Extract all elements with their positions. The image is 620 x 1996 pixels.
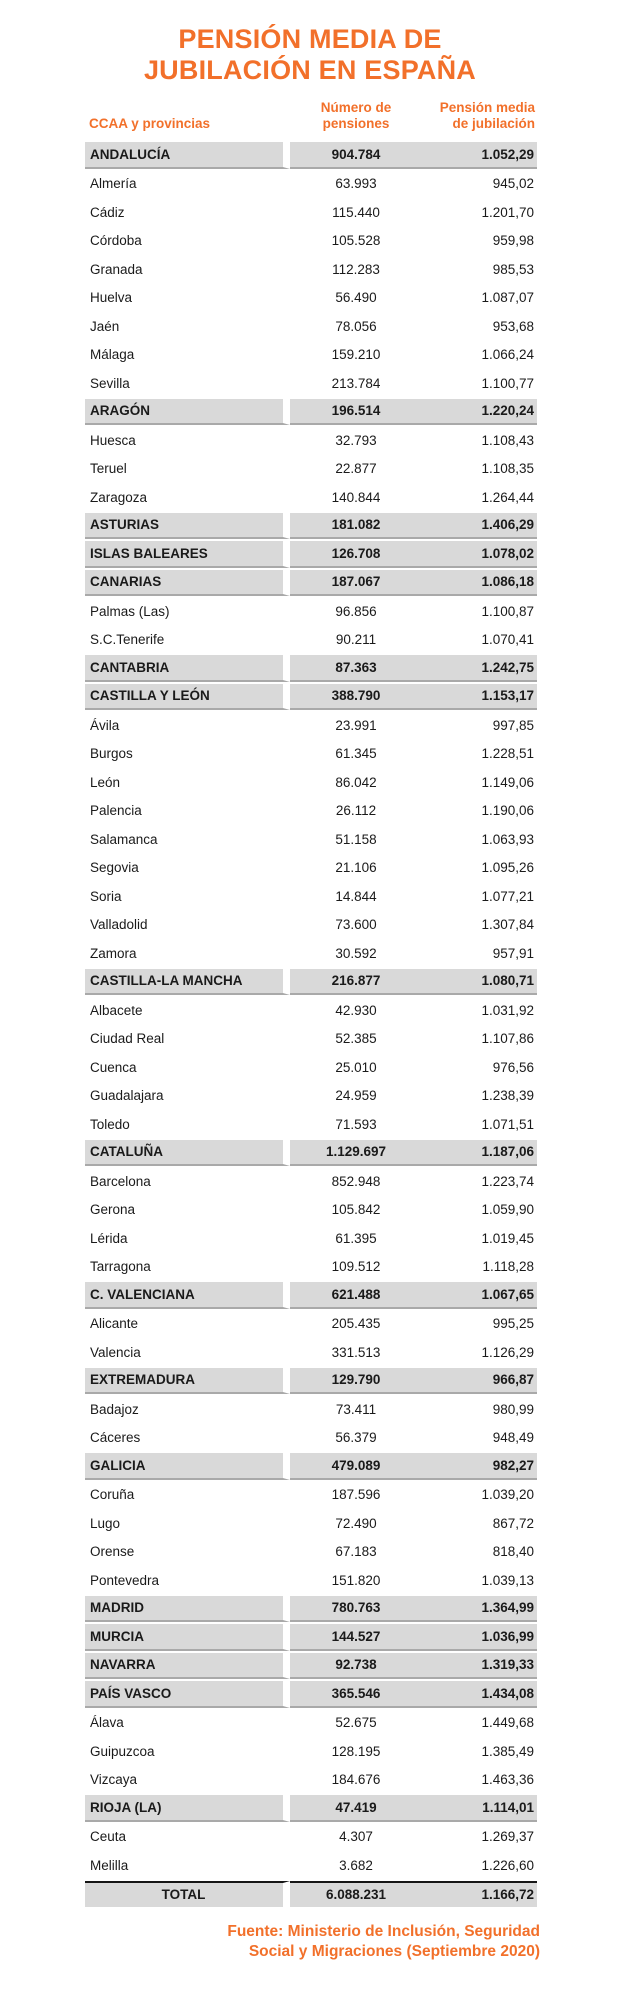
source-note	[0, 1922, 540, 1962]
row-label: ISLAS BALEARES	[85, 541, 290, 568]
page-title-line2: JUBILACIÓN EN ESPAÑA	[143, 55, 477, 85]
row-label: Orense	[85, 1539, 290, 1566]
row-pension-media: 1.080,71	[422, 969, 537, 996]
row-pensiones: 479.089	[290, 1453, 422, 1480]
row-pensiones: 780.763	[290, 1596, 422, 1623]
row-pensiones: 187.596	[331, 1487, 381, 1503]
row-label: CATALUÑA	[85, 1140, 290, 1167]
source-note-line2: Social y Migraciones (Septiembre 2020)	[248, 1943, 540, 1960]
row-label: Burgos	[85, 741, 290, 768]
table-row	[85, 1026, 537, 1053]
row-label: Melilla	[85, 1852, 290, 1879]
row-pension-media: 867,72	[492, 1515, 534, 1531]
row-label: RIOJA (LA)	[85, 1795, 290, 1822]
row-pension-media: 1.126,29	[481, 1344, 534, 1360]
row-pensiones: 24.959	[335, 1088, 377, 1104]
table-row	[85, 1225, 537, 1252]
table-row	[85, 1824, 537, 1851]
table-row	[85, 1197, 537, 1224]
row-label: Salamanca	[85, 826, 290, 853]
table-row	[85, 912, 537, 939]
row-pensiones: 32.793	[335, 432, 377, 448]
row-label: León	[85, 769, 290, 796]
row-label: ANDALUCÍA	[85, 142, 290, 169]
row-pension-media: 1.019,45	[481, 1230, 534, 1246]
row-pension-media: 1.434,08	[422, 1681, 537, 1708]
row-label: Gerona	[85, 1197, 290, 1224]
row-pensiones: 23.991	[335, 717, 377, 733]
table-row	[85, 1140, 537, 1167]
row-label: MADRID	[85, 1596, 290, 1623]
table-row	[85, 1653, 537, 1680]
row-pensiones: 61.395	[335, 1230, 377, 1246]
table-row	[85, 1425, 537, 1452]
row-pensiones: 52.675	[335, 1715, 377, 1731]
row-pensiones: 92.738	[290, 1653, 422, 1680]
row-pensiones: 30.592	[335, 945, 377, 961]
row-label: Valladolid	[85, 912, 290, 939]
row-pension-media: 1.449,68	[481, 1715, 534, 1731]
table-row	[85, 826, 537, 853]
table-row	[85, 1539, 537, 1566]
row-label: CANTABRIA	[85, 655, 290, 682]
table-row	[85, 798, 537, 825]
row-label: Huelva	[85, 285, 290, 312]
table-row	[85, 1710, 537, 1737]
row-label: Coruña	[85, 1482, 290, 1509]
row-pension-media: 985,53	[492, 261, 534, 277]
row-pension-media: 1.071,51	[481, 1116, 534, 1132]
row-label: Albacete	[85, 997, 290, 1024]
row-label: GALICIA	[85, 1453, 290, 1480]
row-pension-media: 1.166,72	[422, 1881, 537, 1908]
row-pension-media: 1.463,36	[481, 1772, 534, 1788]
row-label: Segovia	[85, 855, 290, 882]
pension-table	[85, 86, 537, 1909]
row-label: Zamora	[85, 940, 290, 967]
table-row	[85, 541, 537, 568]
row-pension-media: 1.153,17	[422, 684, 537, 711]
row-pension-media: 1.077,21	[481, 888, 534, 904]
table-row	[85, 142, 537, 169]
row-pension-media: 1.070,41	[481, 632, 534, 648]
row-pension-media: 1.264,44	[481, 489, 534, 505]
table-row	[85, 684, 537, 711]
row-pensiones: 1.129.697	[290, 1140, 422, 1167]
row-label: Vizcaya	[85, 1767, 290, 1794]
row-pensiones: 73.411	[335, 1401, 377, 1417]
row-pensiones: 181.082	[290, 513, 422, 540]
row-pensiones: 87.363	[290, 655, 422, 682]
row-pension-media: 1.087,07	[481, 290, 534, 306]
row-label: CASTILLA Y LEÓN	[85, 684, 290, 711]
row-label: C. VALENCIANA	[85, 1282, 290, 1309]
row-pension-media: 1.220,24	[422, 399, 537, 426]
pension-table-body	[85, 142, 537, 1907]
table-row	[85, 855, 537, 882]
table-row	[85, 1083, 537, 1110]
row-pensiones: 115.440	[332, 204, 380, 220]
row-pension-media: 1.108,43	[481, 432, 534, 448]
row-label: Barcelona	[85, 1168, 290, 1195]
row-pension-media: 1.187,06	[422, 1140, 537, 1167]
table-row	[85, 1368, 537, 1395]
row-label: Palmas (Las)	[85, 598, 290, 625]
row-pensiones: 96.856	[335, 603, 377, 619]
table-row	[85, 1054, 537, 1081]
row-pension-media: 1.201,70	[481, 204, 534, 220]
row-label: TOTAL	[85, 1881, 290, 1908]
row-label: Álava	[85, 1710, 290, 1737]
row-pensiones: 67.183	[335, 1544, 377, 1560]
row-pension-media: 1.226,60	[481, 1857, 534, 1873]
table-row	[85, 769, 537, 796]
table-row	[85, 940, 537, 967]
page-title-line1: PENSIÓN MEDIA DE	[178, 24, 442, 54]
table-row	[85, 228, 537, 255]
source-note-line1: Fuente: Ministerio de Inclusión, Seguridad	[227, 1923, 540, 1940]
row-pensiones: 47.419	[290, 1795, 422, 1822]
row-label: CANARIAS	[85, 570, 290, 597]
table-row	[85, 598, 537, 625]
row-pension-media: 1.238,39	[481, 1088, 534, 1104]
row-label: Valencia	[85, 1339, 290, 1366]
table-row	[85, 1852, 537, 1879]
row-label: NAVARRA	[85, 1653, 290, 1680]
row-pensiones: 126.708	[290, 541, 422, 568]
row-pensiones: 196.514	[290, 399, 422, 426]
row-pensiones: 216.877	[290, 969, 422, 996]
row-pension-media: 1.059,90	[481, 1202, 534, 1218]
row-pensiones: 21.106	[335, 860, 377, 876]
row-pensiones: 331.513	[331, 1344, 381, 1360]
table-row	[85, 313, 537, 340]
table-row	[85, 1339, 537, 1366]
row-pensiones: 852.948	[331, 1173, 381, 1189]
table-row	[85, 285, 537, 312]
row-label: S.C.Tenerife	[85, 627, 290, 654]
row-pension-media: 1.406,29	[422, 513, 537, 540]
row-label: PAÍS VASCO	[85, 1681, 290, 1708]
row-pensiones: 129.790	[290, 1368, 422, 1395]
row-pensiones: 25.010	[335, 1059, 377, 1075]
row-pension-media: 1.066,24	[481, 347, 534, 363]
row-pension-media: 1.063,93	[481, 831, 534, 847]
table-row	[85, 1738, 537, 1765]
row-pensiones: 63.993	[335, 176, 377, 192]
table-row	[85, 1795, 537, 1822]
table-row	[85, 712, 537, 739]
row-pensiones: 4.307	[339, 1829, 373, 1845]
row-label: Granada	[85, 256, 290, 283]
table-row	[85, 1111, 537, 1138]
row-pensiones: 61.345	[335, 746, 377, 762]
table-row	[85, 1681, 537, 1708]
row-pension-media: 945,02	[492, 176, 534, 192]
table-row	[85, 1282, 537, 1309]
row-label: Soria	[85, 883, 290, 910]
row-pension-media: 966,87	[422, 1368, 537, 1395]
table-row	[85, 741, 537, 768]
row-label: Palencia	[85, 798, 290, 825]
table-row	[85, 1168, 537, 1195]
row-label: Zaragoza	[85, 484, 290, 511]
table-row	[85, 655, 537, 682]
row-pension-media: 1.108,35	[481, 461, 534, 477]
row-pensiones: 6.088.231	[290, 1881, 422, 1908]
row-pension-media: 1.364,99	[422, 1596, 537, 1623]
row-label: Tarragona	[85, 1254, 290, 1281]
row-pension-media: 1.039,20	[481, 1487, 534, 1503]
row-pension-media: 1.242,75	[422, 655, 537, 682]
row-pensiones: 621.488	[290, 1282, 422, 1309]
table-row	[85, 1396, 537, 1423]
row-pensiones: 86.042	[335, 774, 377, 790]
row-pension-media: 957,91	[492, 945, 534, 961]
table-row	[85, 456, 537, 483]
table-row	[85, 627, 537, 654]
table-row	[85, 1254, 537, 1281]
table-row	[85, 1510, 537, 1537]
table-row	[85, 484, 537, 511]
row-label: EXTREMADURA	[85, 1368, 290, 1395]
row-label: Málaga	[85, 342, 290, 369]
row-pensiones: 904.784	[290, 142, 422, 169]
column-header-pension-media: Pensión media de jubilación	[439, 100, 535, 131]
row-pensiones: 26.112	[335, 803, 377, 819]
table-row	[85, 342, 537, 369]
row-pension-media: 1.095,26	[481, 860, 534, 876]
table-row	[85, 1881, 537, 1908]
row-pension-media: 1.149,06	[481, 774, 534, 790]
row-pension-media: 1.100,87	[481, 603, 534, 619]
row-label: Toledo	[85, 1111, 290, 1138]
row-pensiones: 51.158	[335, 831, 377, 847]
row-pension-media: 1.114,01	[422, 1795, 537, 1822]
row-label: Almería	[85, 171, 290, 198]
row-pension-media: 982,27	[422, 1453, 537, 1480]
row-pension-media: 997,85	[492, 717, 534, 733]
row-pension-media: 1.031,92	[481, 1002, 534, 1018]
row-label: Ceuta	[85, 1824, 290, 1851]
column-header-ccaa: CCAA y provincias	[89, 116, 211, 131]
table-row	[85, 969, 537, 996]
row-pension-media: 1.078,02	[422, 541, 537, 568]
row-pensiones: 112.283	[332, 261, 380, 277]
row-pensiones: 72.490	[335, 1515, 377, 1531]
table-row	[85, 199, 537, 226]
table-row	[85, 1482, 537, 1509]
row-pensiones: 22.877	[335, 461, 377, 477]
table-row	[85, 1596, 537, 1623]
row-pensiones: 140.844	[331, 489, 381, 505]
row-pensiones: 14.844	[335, 888, 377, 904]
row-label: Ciudad Real	[85, 1026, 290, 1053]
row-pension-media: 953,68	[492, 318, 534, 334]
row-pension-media: 1.223,74	[481, 1173, 534, 1189]
table-row	[85, 1453, 537, 1480]
pension-table-header	[85, 88, 537, 140]
row-pension-media: 1.036,99	[422, 1624, 537, 1651]
row-pensiones: 184.676	[331, 1772, 381, 1788]
row-pensiones: 205.435	[331, 1316, 381, 1332]
row-label: Ávila	[85, 712, 290, 739]
table-row	[85, 427, 537, 454]
row-label: Alicante	[85, 1311, 290, 1338]
row-pension-media: 1.067,65	[422, 1282, 537, 1309]
table-row	[85, 997, 537, 1024]
row-pensiones: 42.930	[335, 1002, 377, 1018]
row-label: Guipuzcoa	[85, 1738, 290, 1765]
row-pensiones: 388.790	[290, 684, 422, 711]
row-label: Cuenca	[85, 1054, 290, 1081]
row-pensiones: 109.512	[331, 1259, 381, 1275]
row-pensiones: 3.682	[339, 1857, 373, 1873]
row-label: Cáceres	[85, 1425, 290, 1452]
row-pensiones: 52.385	[335, 1031, 377, 1047]
row-pensiones: 56.379	[335, 1430, 377, 1446]
table-row	[85, 1624, 537, 1651]
table-row	[85, 570, 537, 597]
row-label: Lugo	[85, 1510, 290, 1537]
table-row	[85, 370, 537, 397]
row-pensiones: 144.527	[290, 1624, 422, 1651]
row-pension-media: 1.100,77	[481, 375, 534, 391]
row-pensiones: 71.593	[335, 1116, 377, 1132]
row-label: Huesca	[85, 427, 290, 454]
row-label: Guadalajara	[85, 1083, 290, 1110]
row-pension-media: 1.228,51	[481, 746, 534, 762]
table-row	[85, 1767, 537, 1794]
row-pension-media: 959,98	[492, 233, 534, 249]
row-pension-media: 948,49	[492, 1430, 534, 1446]
row-pension-media: 1.086,18	[422, 570, 537, 597]
row-pensiones: 105.528	[331, 233, 381, 249]
row-pensiones: 213.784	[331, 375, 381, 391]
row-pension-media: 980,99	[492, 1401, 534, 1417]
row-label: Sevilla	[85, 370, 290, 397]
row-pensiones: 159.210	[331, 347, 381, 363]
row-label: Teruel	[85, 456, 290, 483]
row-pensiones: 187.067	[290, 570, 422, 597]
page-title	[0, 0, 620, 86]
table-row	[85, 256, 537, 283]
column-header-numero-pensiones: Número de pensiones	[320, 100, 392, 131]
table-row	[85, 399, 537, 426]
row-pension-media: 976,56	[492, 1059, 534, 1075]
row-pension-media: 1.269,37	[481, 1829, 534, 1845]
row-pension-media: 1.039,13	[481, 1572, 534, 1588]
row-label: ARAGÓN	[85, 399, 290, 426]
row-pensiones: 365.546	[290, 1681, 422, 1708]
table-row	[85, 513, 537, 540]
row-pension-media: 1.118,28	[482, 1259, 534, 1275]
row-label: ASTURIAS	[85, 513, 290, 540]
row-pensiones: 151.820	[331, 1572, 381, 1588]
row-label: Cádiz	[85, 199, 290, 226]
table-row	[85, 883, 537, 910]
row-label: Badajoz	[85, 1396, 290, 1423]
row-pensiones: 73.600	[335, 917, 377, 933]
row-label: Córdoba	[85, 228, 290, 255]
table-row	[85, 1567, 537, 1594]
table-row	[85, 171, 537, 198]
row-label: CASTILLA-LA MANCHA	[85, 969, 290, 996]
row-pensiones: 90.211	[335, 632, 377, 648]
row-label: Jaén	[85, 313, 290, 340]
row-pensiones: 105.842	[331, 1202, 381, 1218]
row-pension-media: 1.052,29	[422, 142, 537, 169]
row-pension-media: 818,40	[492, 1544, 534, 1560]
row-pension-media: 1.319,33	[422, 1653, 537, 1680]
table-row	[85, 1311, 537, 1338]
row-pensiones: 56.490	[335, 290, 377, 306]
row-label: Pontevedra	[85, 1567, 290, 1594]
row-pensiones: 78.056	[335, 318, 377, 334]
row-label: MURCIA	[85, 1624, 290, 1651]
row-pension-media: 995,25	[492, 1316, 534, 1332]
row-pension-media: 1.107,86	[481, 1031, 534, 1047]
row-pension-media: 1.190,06	[481, 803, 534, 819]
row-label: Lérida	[85, 1225, 290, 1252]
row-pension-media: 1.307,84	[481, 917, 534, 933]
row-pensiones: 128.195	[331, 1743, 381, 1759]
row-pension-media: 1.385,49	[481, 1743, 534, 1759]
